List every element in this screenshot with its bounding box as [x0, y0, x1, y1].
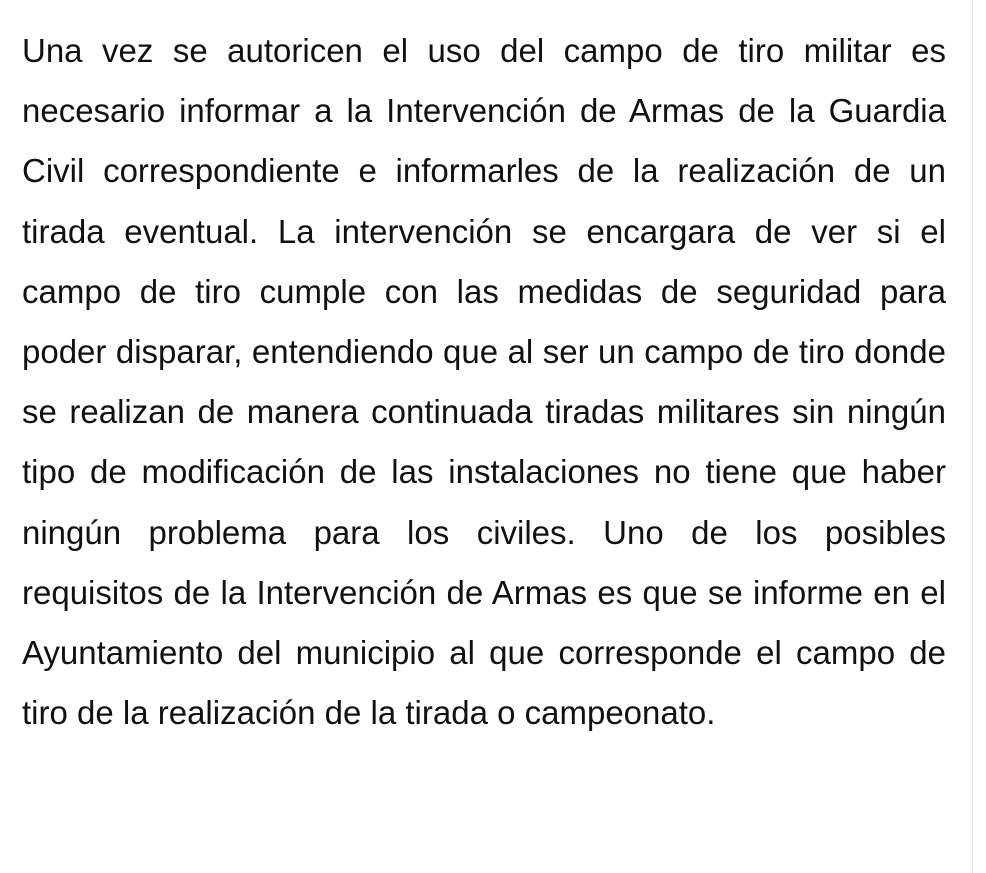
body-paragraph: Una vez se autoricen el uso del campo de tiro militar es necesario informar a la Intervención de Armas de la Guardia Civil correspondiente e informarles de la realización de un tirada eventual. La intervención se encargara de ver si el campo de tiro cumple con las medidas de seguridad para poder disparar, entendiendo que al ser un campo de tiro donde se realizan de manera continuada tiradas militares sin ningún tipo de modificación de las instalaciones no tiene que haber ningún problema para los civiles. Uno de los posibles requisitos de la Intervención de Armas es que se informe en el Ayuntamiento del municipio al que corresponde el campo de tiro de la realización de la tirada o campeonato.	[22, 32, 946, 732]
page-edge-divider	[972, 0, 973, 873]
